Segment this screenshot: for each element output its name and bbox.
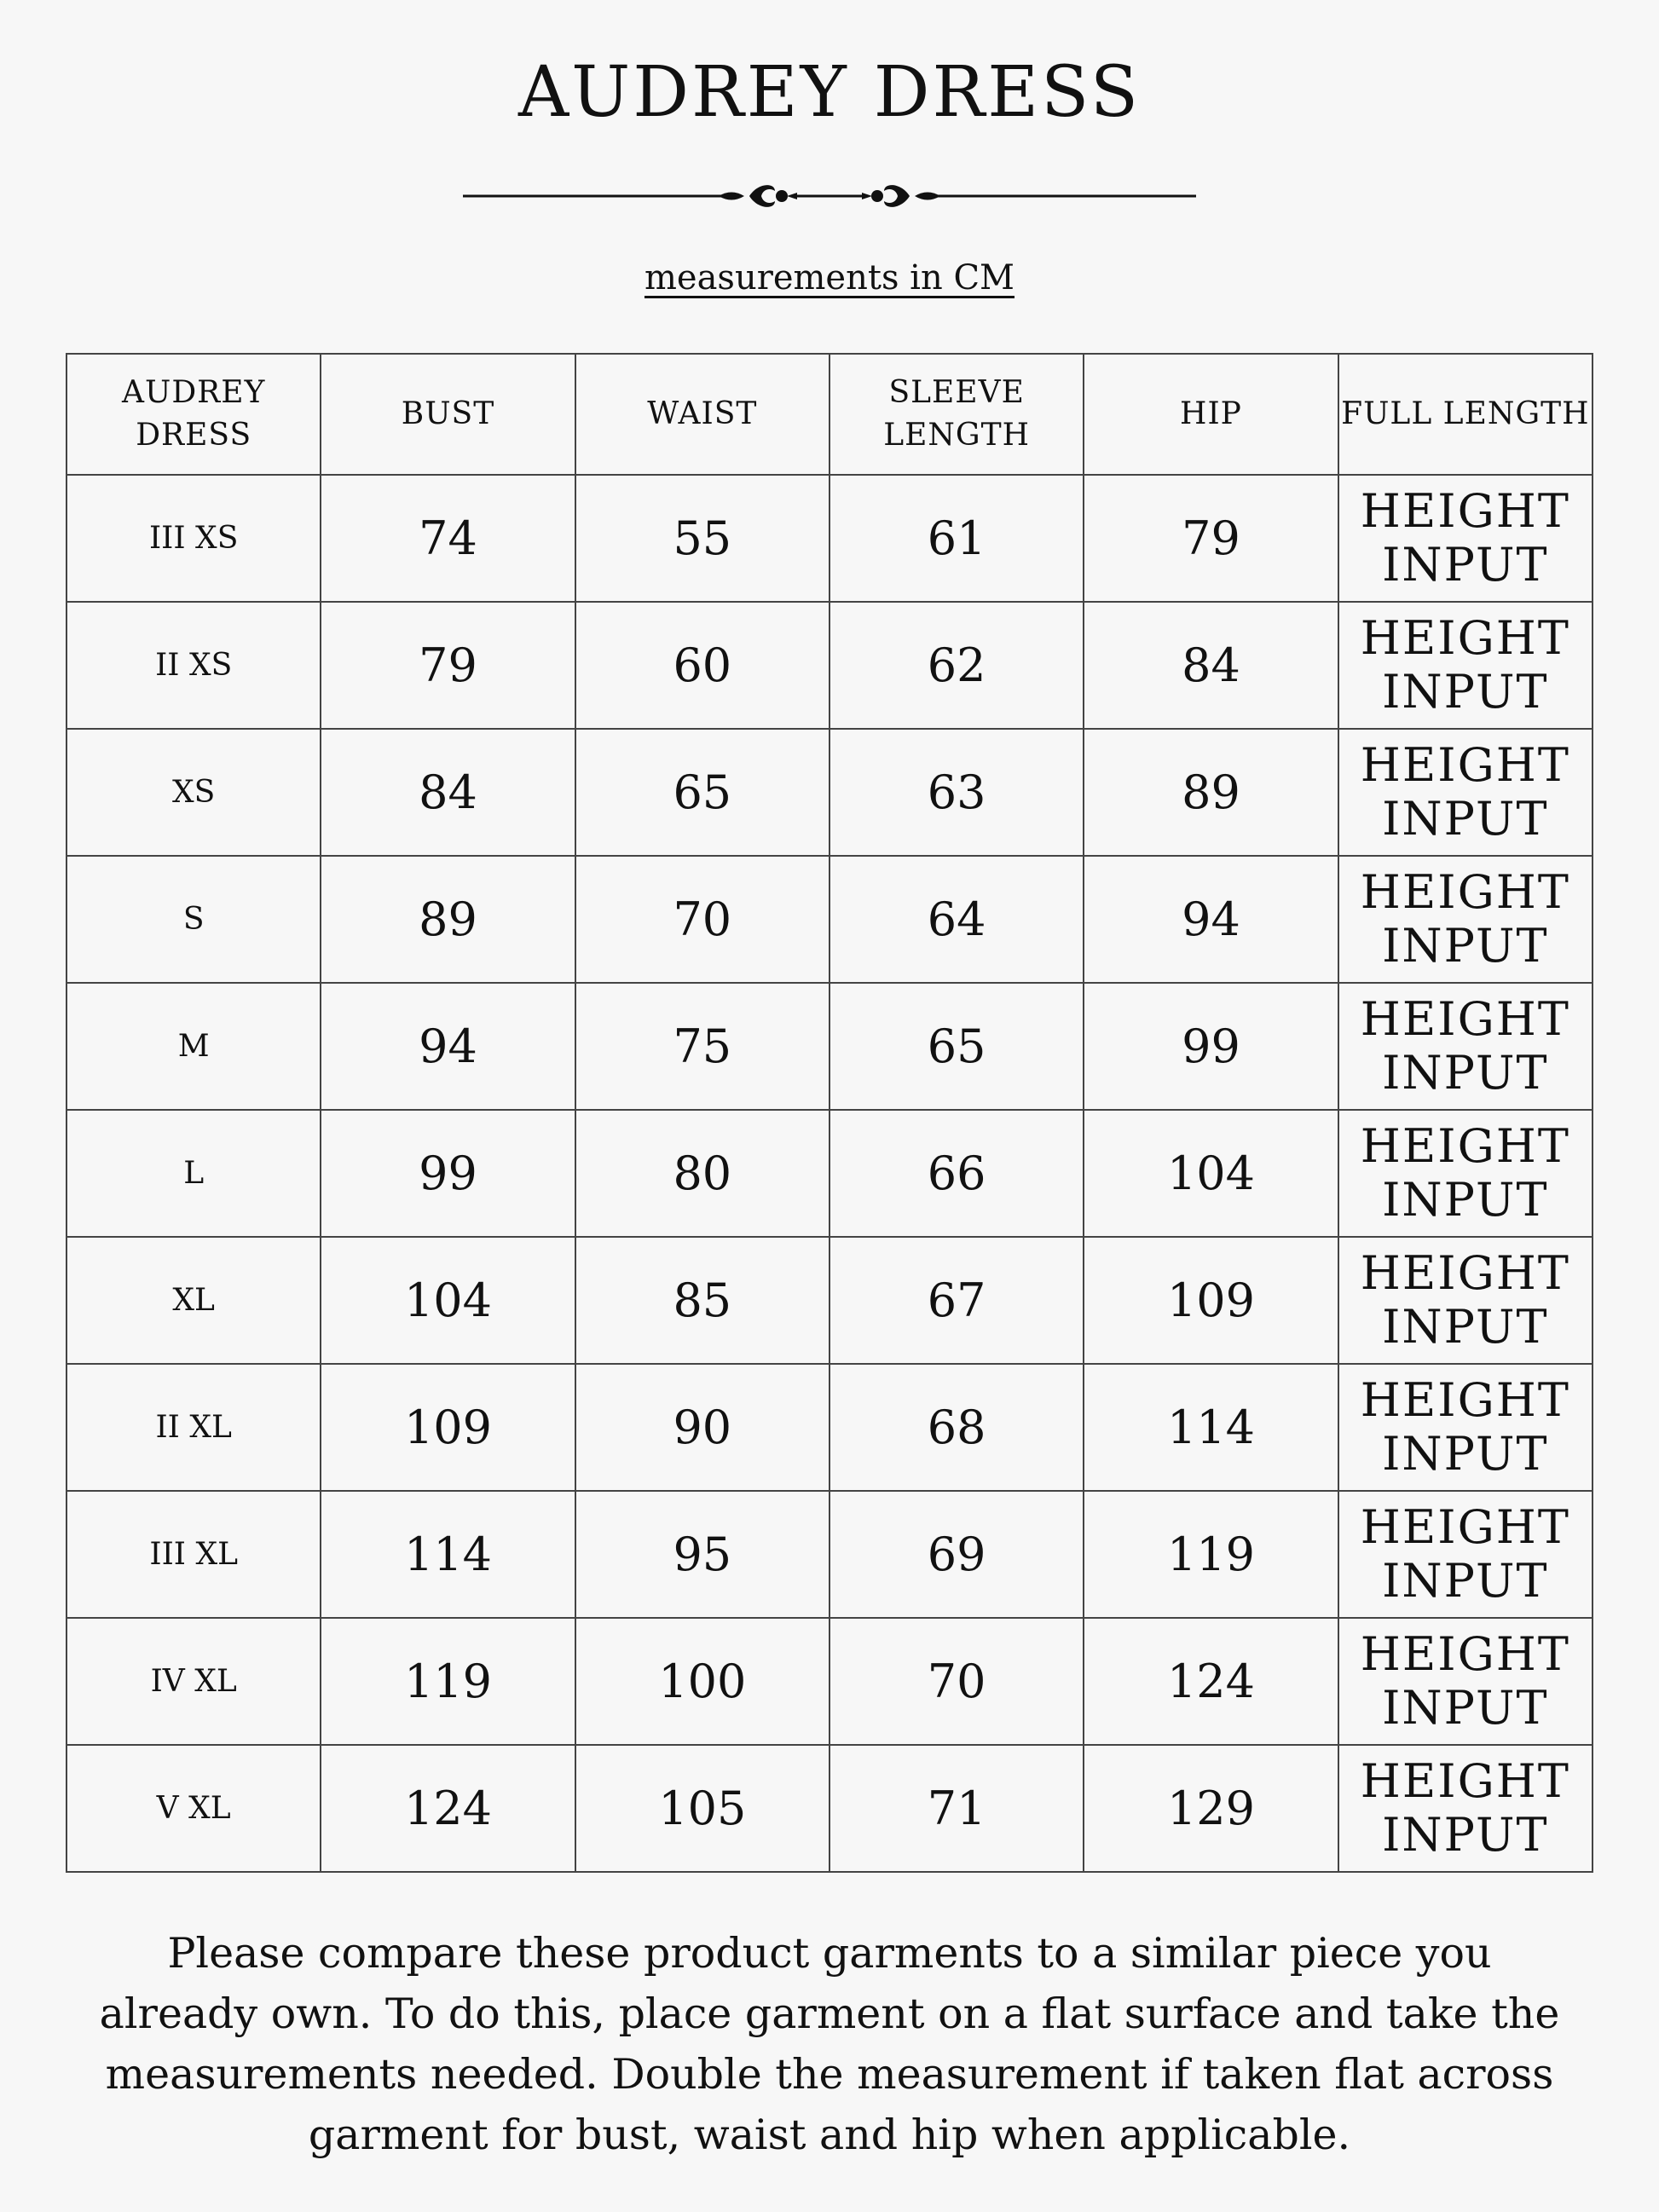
- waist-cell: 90: [575, 1364, 830, 1491]
- waist-cell: 75: [575, 983, 830, 1110]
- full-length-cell: HEIGHT INPUT: [1338, 1745, 1593, 1872]
- table-row: [66, 1618, 1593, 1745]
- table-row: [66, 1745, 1593, 1872]
- table-header-row: [66, 354, 1593, 475]
- sleeve-cell: 66: [830, 1110, 1084, 1237]
- page-title: AUDREY DRESS: [517, 52, 1142, 133]
- bust-cell: 84: [321, 729, 575, 856]
- sleeve-cell: 71: [830, 1745, 1084, 1872]
- waist-cell: 105: [575, 1745, 830, 1872]
- sleeve-cell: 65: [830, 983, 1084, 1110]
- waist-cell: 65: [575, 729, 830, 856]
- table-row: [66, 983, 1593, 1110]
- size-cell: L: [66, 1110, 321, 1237]
- table-row: [66, 1364, 1593, 1491]
- sleeve-cell: 64: [830, 856, 1084, 983]
- hip-cell: 99: [1084, 983, 1338, 1110]
- sleeve-cell: 61: [830, 475, 1084, 602]
- waist-cell: 55: [575, 475, 830, 602]
- size-cell: II XL: [66, 1364, 321, 1491]
- table-row: [66, 475, 1593, 602]
- hip-cell: 104: [1084, 1110, 1338, 1237]
- sleeve-cell: 63: [830, 729, 1084, 856]
- full-length-cell: HEIGHT INPUT: [1338, 475, 1593, 602]
- size-cell: S: [66, 856, 321, 983]
- size-cell: M: [66, 983, 321, 1110]
- header-bust: BUST: [321, 354, 575, 475]
- bust-cell: 79: [321, 602, 575, 729]
- hip-cell: 124: [1084, 1618, 1338, 1745]
- bust-cell: 89: [321, 856, 575, 983]
- bust-cell: 109: [321, 1364, 575, 1491]
- header-waist: WAIST: [575, 354, 830, 475]
- ornamental-divider-icon: [463, 177, 1196, 215]
- header-hip: HIP: [1084, 354, 1338, 475]
- size-cell: XS: [66, 729, 321, 856]
- bust-cell: 74: [321, 475, 575, 602]
- measuring-instructions: Please compare these product garments to a similar piece you already own. To do this, place garment on a flat surface and take the measurements needed. Double the measurement if taken flat across garment for bust, waist and hip when applicable.: [99, 1929, 1560, 2159]
- full-length-cell: HEIGHT INPUT: [1338, 602, 1593, 729]
- full-length-cell: HEIGHT INPUT: [1338, 1491, 1593, 1618]
- waist-cell: 85: [575, 1237, 830, 1364]
- measurement-unit-text: measurements in CM: [644, 258, 1015, 297]
- header-product: AUDREY DRESS: [66, 354, 321, 475]
- bust-cell: 99: [321, 1110, 575, 1237]
- sleeve-cell: 70: [830, 1618, 1084, 1745]
- hip-cell: 84: [1084, 602, 1338, 729]
- waist-cell: 60: [575, 602, 830, 729]
- sleeve-cell: 62: [830, 602, 1084, 729]
- waist-cell: 80: [575, 1110, 830, 1237]
- full-length-cell: HEIGHT INPUT: [1338, 856, 1593, 983]
- bust-cell: 114: [321, 1491, 575, 1618]
- hip-cell: 94: [1084, 856, 1338, 983]
- table-row: [66, 1237, 1593, 1364]
- hip-cell: 89: [1084, 729, 1338, 856]
- bust-cell: 124: [321, 1745, 575, 1872]
- size-cell: III XS: [66, 475, 321, 602]
- full-length-cell: HEIGHT INPUT: [1338, 729, 1593, 856]
- sleeve-cell: 67: [830, 1237, 1084, 1364]
- bust-cell: 104: [321, 1237, 575, 1364]
- sleeve-cell: 69: [830, 1491, 1084, 1618]
- table-row: [66, 1491, 1593, 1618]
- size-chart-table: [66, 353, 1593, 1873]
- size-cell: XL: [66, 1237, 321, 1364]
- bust-cell: 94: [321, 983, 575, 1110]
- full-length-cell: HEIGHT INPUT: [1338, 983, 1593, 1110]
- hip-cell: 109: [1084, 1237, 1338, 1364]
- full-length-cell: HEIGHT INPUT: [1338, 1110, 1593, 1237]
- waist-cell: 95: [575, 1491, 830, 1618]
- table-row: [66, 602, 1593, 729]
- hip-cell: 114: [1084, 1364, 1338, 1491]
- header-full-length: FULL LENGTH: [1338, 354, 1593, 475]
- hip-cell: 129: [1084, 1745, 1338, 1872]
- measurement-unit-note: [0, 258, 1659, 297]
- hip-cell: 119: [1084, 1491, 1338, 1618]
- full-length-cell: HEIGHT INPUT: [1338, 1364, 1593, 1491]
- sleeve-cell: 68: [830, 1364, 1084, 1491]
- size-cell: V XL: [66, 1745, 321, 1872]
- size-cell: III XL: [66, 1491, 321, 1618]
- waist-cell: 100: [575, 1618, 830, 1745]
- table-row: [66, 729, 1593, 856]
- full-length-cell: HEIGHT INPUT: [1338, 1618, 1593, 1745]
- full-length-cell: HEIGHT INPUT: [1338, 1237, 1593, 1364]
- table-row: [66, 856, 1593, 983]
- hip-cell: 79: [1084, 475, 1338, 602]
- size-cell: II XS: [66, 602, 321, 729]
- bust-cell: 119: [321, 1618, 575, 1745]
- waist-cell: 70: [575, 856, 830, 983]
- table-row: [66, 1110, 1593, 1237]
- header-sleeve-length: SLEEVE LENGTH: [830, 354, 1084, 475]
- size-cell: IV XL: [66, 1618, 321, 1745]
